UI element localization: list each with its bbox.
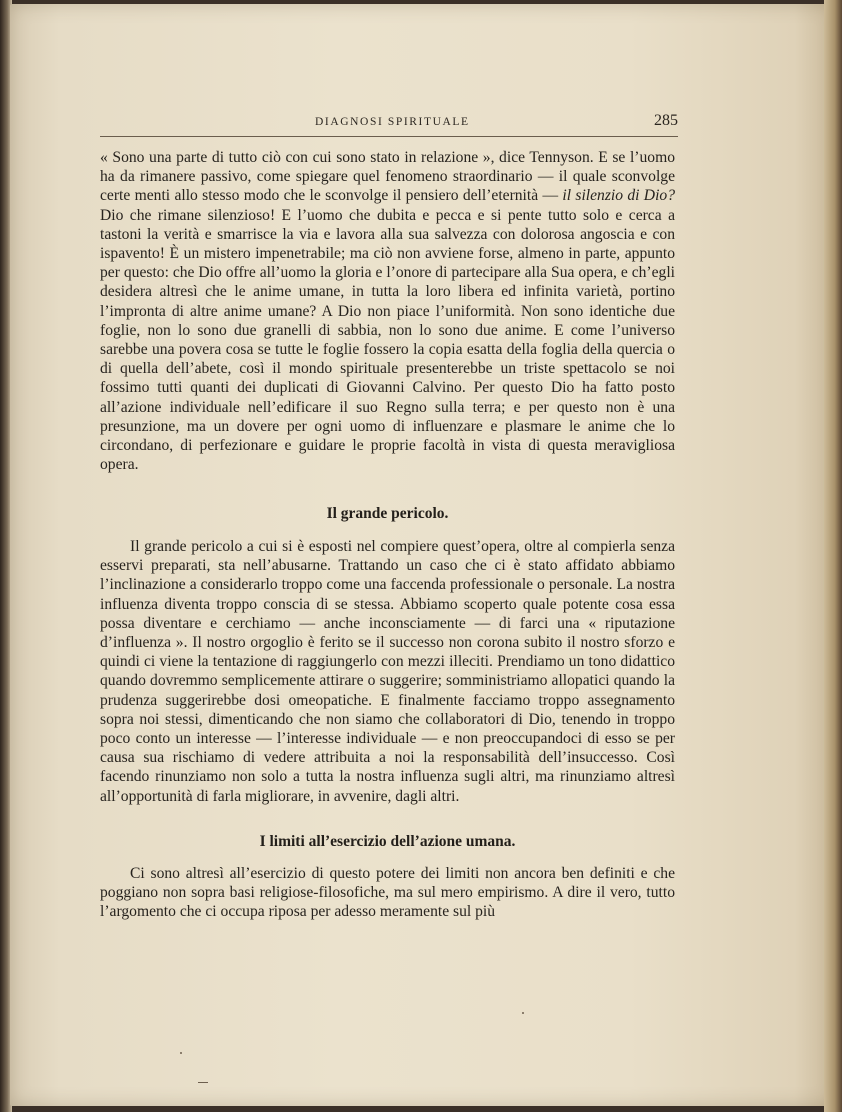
paragraph-1-intro: « Sono una parte di tutto ciò con cui sono stato in relazione », dice Tennyson. E se l’uomo ha da rimanere passivo, come spiegare quel fenomeno straordinario — il quale sconvolge certe menti allo stesso modo che le sconvolge il pensiero dell’eternità —: [100, 149, 675, 205]
paragraph-1: [100, 148, 675, 474]
paragraph-1-rest: Dio che rimane silenzioso! E l’uomo che dubita e pecca e si pente tutto solo e cerca a tastoni la verità e smarrisce la via e lavora alla sua salvezza con dolorosa angoscia e con ispavento! È un mistero impenetrabile; ma ciò non avviene forse, almeno in parte, appunto per questo: che Dio offre all’uomo la gloria e l’onore di partecipare alla Sua opera, e ch’egli desidera altresì che le anime umane, in tutta la loro libera ed infinita varietà, portino l’impronta di altre anime umane? A Dio non piace l’uniformità. Non sono identiche due foglie, non lo sono due granelli di sabbia, non lo sono due anime. E come l’universo sarebbe una povera cosa se tutte le foglie fossero la copia esatta della foglia della quercia o di quella dell’abete, così il mondo spirituale presenterebbe un triste spettacolo se noi fossimo tutti quanti dei duplicati di Giovanni Calvino. Per questo Dio ha fatto posto all’azione individuale nell’edificare il suo Regno sulla terra; e per questo non è una presunzione, ma un dovere per ogni uomo di influenzare e plasmare le anime che lo circondano, di perfezionare e guidare le proprie facoltà in vista di questa meravigliosa opera.: [100, 206, 675, 474]
paragraph-3-text: Ci sono altresì all’esercizio di questo potere dei limiti non ancora ben definiti e che poggiano non sopra basi religiose-filosofiche, ma sul mero empirismo. A dire il vero, tutto l’argomento che ci occupa riposa per adesso meramente sul più: [100, 865, 675, 921]
section-heading-grande-pericolo: Il grande pericolo.: [326, 505, 449, 522]
stray-mark: [198, 1082, 208, 1083]
stray-mark: [522, 1012, 524, 1014]
page-header: [100, 110, 678, 137]
paragraph-2: [100, 537, 675, 806]
section-heading-limiti: I limiti all’esercizio dell’azione umana.: [259, 833, 516, 850]
page-number: 285: [654, 112, 678, 129]
paragraph-2-text: Il grande pericolo a cui si è esposti nel compiere quest’opera, oltre al compierla senza esservi preparati, sta nell’abusarne. Trattando un caso che ci è stato affidato abbiamo l’inclinazione a considerarlo troppo come una faccenda professionale o personale. La nostra influenza diventa troppo conscia di se stessa. Abbiamo scoperto quale potente cosa essa possa diventare e cerchiamo — anche inconsciamente — di farci una « riputazione d’influenza ». Il nostro orgoglio è ferito se il successo non corona subito il nostro sforzo e quindi ci viene la tentazione di raggiungerlo con mezzi illeciti. Prendiamo un tono didattico quando dovremmo semplicemente attirare o suggerire; somministriamo allopatici quando la prudenza suggerirebbe dosi omeopatiche. E finalmente facciamo troppo assegnamento sopra noi stessi, dimenticando che non siamo che collaboratori di Dio, tenendo in troppo poco conto un interesse — l’interesse individuale — e non preoccupandoci di esso se per causa sua rischiamo di vedere attribuita a noi la responsabilità dell’insuccesso. Così facendo rinunziamo non solo a tutta la nostra influenza sugli altri, ma rinunziamo altresì all’opportunità di farla migliorare, in avvenire, dagli altri.: [100, 538, 675, 805]
paragraph-3: [100, 864, 675, 922]
paragraph-1-italic-quote: il silenzio di Dio?: [562, 187, 675, 205]
stray-mark: [180, 1052, 182, 1054]
page-edge: [824, 0, 842, 1112]
running-title: DIAGNOSI SPIRITUALE: [315, 116, 470, 128]
